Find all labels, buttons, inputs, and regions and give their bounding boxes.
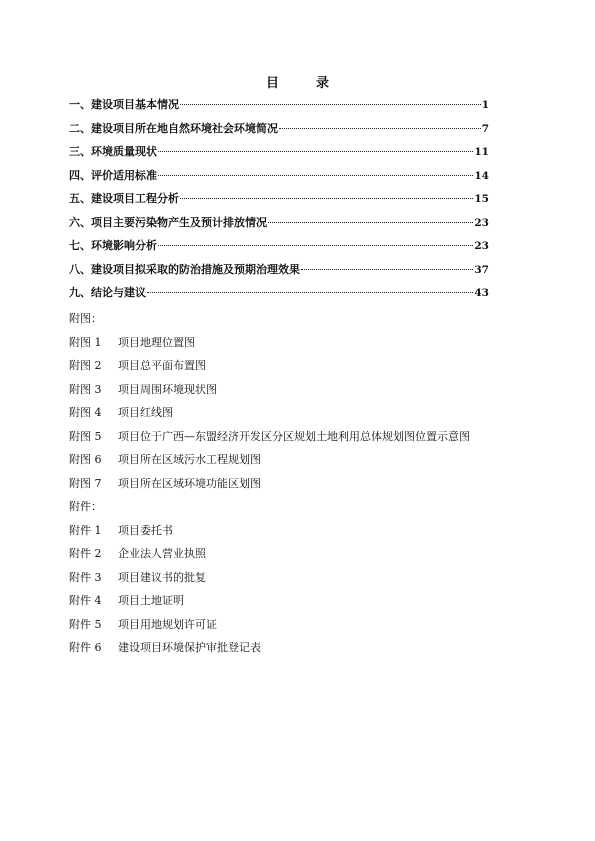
toc-entry-page: 43 bbox=[474, 287, 489, 299]
figures-heading: 附图： bbox=[69, 312, 102, 325]
attachment-title: 项目委托书 bbox=[118, 523, 173, 537]
toc-entry-label: 五、建设项目工程分析 bbox=[69, 192, 179, 205]
attachment-title: 建设项目环境保护审批登记表 bbox=[118, 641, 261, 654]
toc-leader-dots bbox=[301, 268, 473, 270]
toc-entry[interactable] bbox=[69, 237, 489, 261]
figure-title: 项目位于广西—东盟经济开发区分区规划土地利用总体规划图位置示意图 bbox=[118, 429, 470, 443]
toc-entry[interactable] bbox=[69, 96, 489, 120]
figure-number: 附图 7 bbox=[69, 476, 102, 490]
figure-title: 项目周围环境现状图 bbox=[118, 382, 217, 396]
figure-number: 附图 1 bbox=[69, 335, 102, 349]
toc-entry-page: 37 bbox=[474, 263, 489, 276]
toc-entry-label: 八、建设项目拟采取的防治措施及预期治理效果 bbox=[69, 262, 300, 276]
toc-leader-dots bbox=[279, 127, 481, 129]
figure-title: 项目所在区域环境功能区划图 bbox=[118, 476, 261, 490]
toc-leader-dots bbox=[158, 150, 473, 152]
toc-entry-page: 7 bbox=[481, 122, 489, 135]
figure-item bbox=[69, 378, 549, 402]
toc-leader-dots bbox=[268, 221, 473, 223]
figure-item bbox=[69, 401, 549, 425]
figure-item bbox=[69, 354, 549, 378]
toc-entry-label: 二、建设项目所在地自然环境社会环境简况 bbox=[69, 121, 278, 135]
figures-list bbox=[69, 307, 549, 495]
toc-leader-dots bbox=[158, 244, 473, 246]
figure-item bbox=[69, 331, 549, 355]
attachment-title: 企业法人营业执照 bbox=[118, 547, 206, 560]
toc-leader-dots bbox=[180, 197, 473, 199]
toc-entry-page: 11 bbox=[474, 146, 489, 158]
figure-item bbox=[69, 425, 549, 449]
toc-entry-label: 四、评价适用标准 bbox=[69, 168, 157, 182]
figure-number: 附图 5 bbox=[69, 429, 102, 443]
toc-leader-dots bbox=[180, 103, 481, 105]
attachment-number: 附件 5 bbox=[69, 617, 102, 631]
attachment-item bbox=[69, 519, 549, 543]
figure-title: 项目红线图 bbox=[118, 406, 173, 419]
figure-title: 项目所在区域污水工程规划图 bbox=[118, 453, 261, 466]
attachment-number: 附件 1 bbox=[69, 523, 102, 537]
toc-leader-dots bbox=[147, 291, 473, 293]
attachment-title: 项目用地规划许可证 bbox=[118, 617, 217, 631]
attachment-item bbox=[69, 636, 549, 660]
toc-entry[interactable] bbox=[69, 190, 489, 214]
attachment-number: 附件 3 bbox=[69, 570, 102, 584]
toc-entry[interactable] bbox=[69, 261, 489, 285]
attachment-number: 附件 4 bbox=[69, 594, 102, 607]
attachments-heading: 附件： bbox=[69, 500, 102, 513]
toc-entry[interactable] bbox=[69, 214, 489, 238]
figure-item bbox=[69, 472, 549, 496]
figure-number: 附图 4 bbox=[69, 406, 102, 419]
figure-number: 附图 2 bbox=[69, 359, 102, 372]
toc-entry-page: 23 bbox=[474, 216, 489, 229]
toc-entry[interactable] bbox=[69, 284, 489, 308]
toc-entry-page: 1 bbox=[481, 99, 489, 111]
figure-title: 项目地理位置图 bbox=[118, 335, 195, 349]
attachment-item bbox=[69, 613, 549, 637]
attachment-item bbox=[69, 542, 549, 566]
toc-entry-label: 一、建设项目基本情况 bbox=[69, 98, 179, 111]
attachment-title: 项目土地证明 bbox=[118, 594, 184, 607]
toc-entry-label: 七、环境影响分析 bbox=[69, 239, 157, 252]
page-title: 目 录 bbox=[265, 76, 341, 91]
toc-entry-page: 14 bbox=[474, 169, 489, 182]
attachments-list bbox=[69, 495, 549, 660]
figure-item bbox=[69, 448, 549, 472]
toc-entry[interactable] bbox=[69, 120, 489, 144]
figure-title: 项目总平面布置图 bbox=[118, 359, 206, 372]
attachment-number: 附件 6 bbox=[69, 641, 102, 654]
toc-entry-label: 九、结论与建议 bbox=[69, 286, 146, 299]
toc-entry-page: 23 bbox=[474, 240, 489, 252]
attachment-item bbox=[69, 566, 549, 590]
toc-entry-label: 六、项目主要污染物产生及预计排放情况 bbox=[69, 215, 267, 229]
figure-number: 附图 3 bbox=[69, 382, 102, 396]
toc-entry[interactable] bbox=[69, 167, 489, 191]
toc-leader-dots bbox=[158, 174, 473, 176]
attachment-number: 附件 2 bbox=[69, 547, 102, 560]
attachment-item bbox=[69, 589, 549, 613]
table-of-contents bbox=[69, 96, 489, 308]
toc-entry-label: 三、环境质量现状 bbox=[69, 145, 157, 158]
figure-number: 附图 6 bbox=[69, 453, 102, 466]
toc-entry-page: 15 bbox=[474, 193, 489, 205]
toc-entry[interactable] bbox=[69, 143, 489, 167]
attachment-title: 项目建议书的批复 bbox=[118, 570, 206, 584]
